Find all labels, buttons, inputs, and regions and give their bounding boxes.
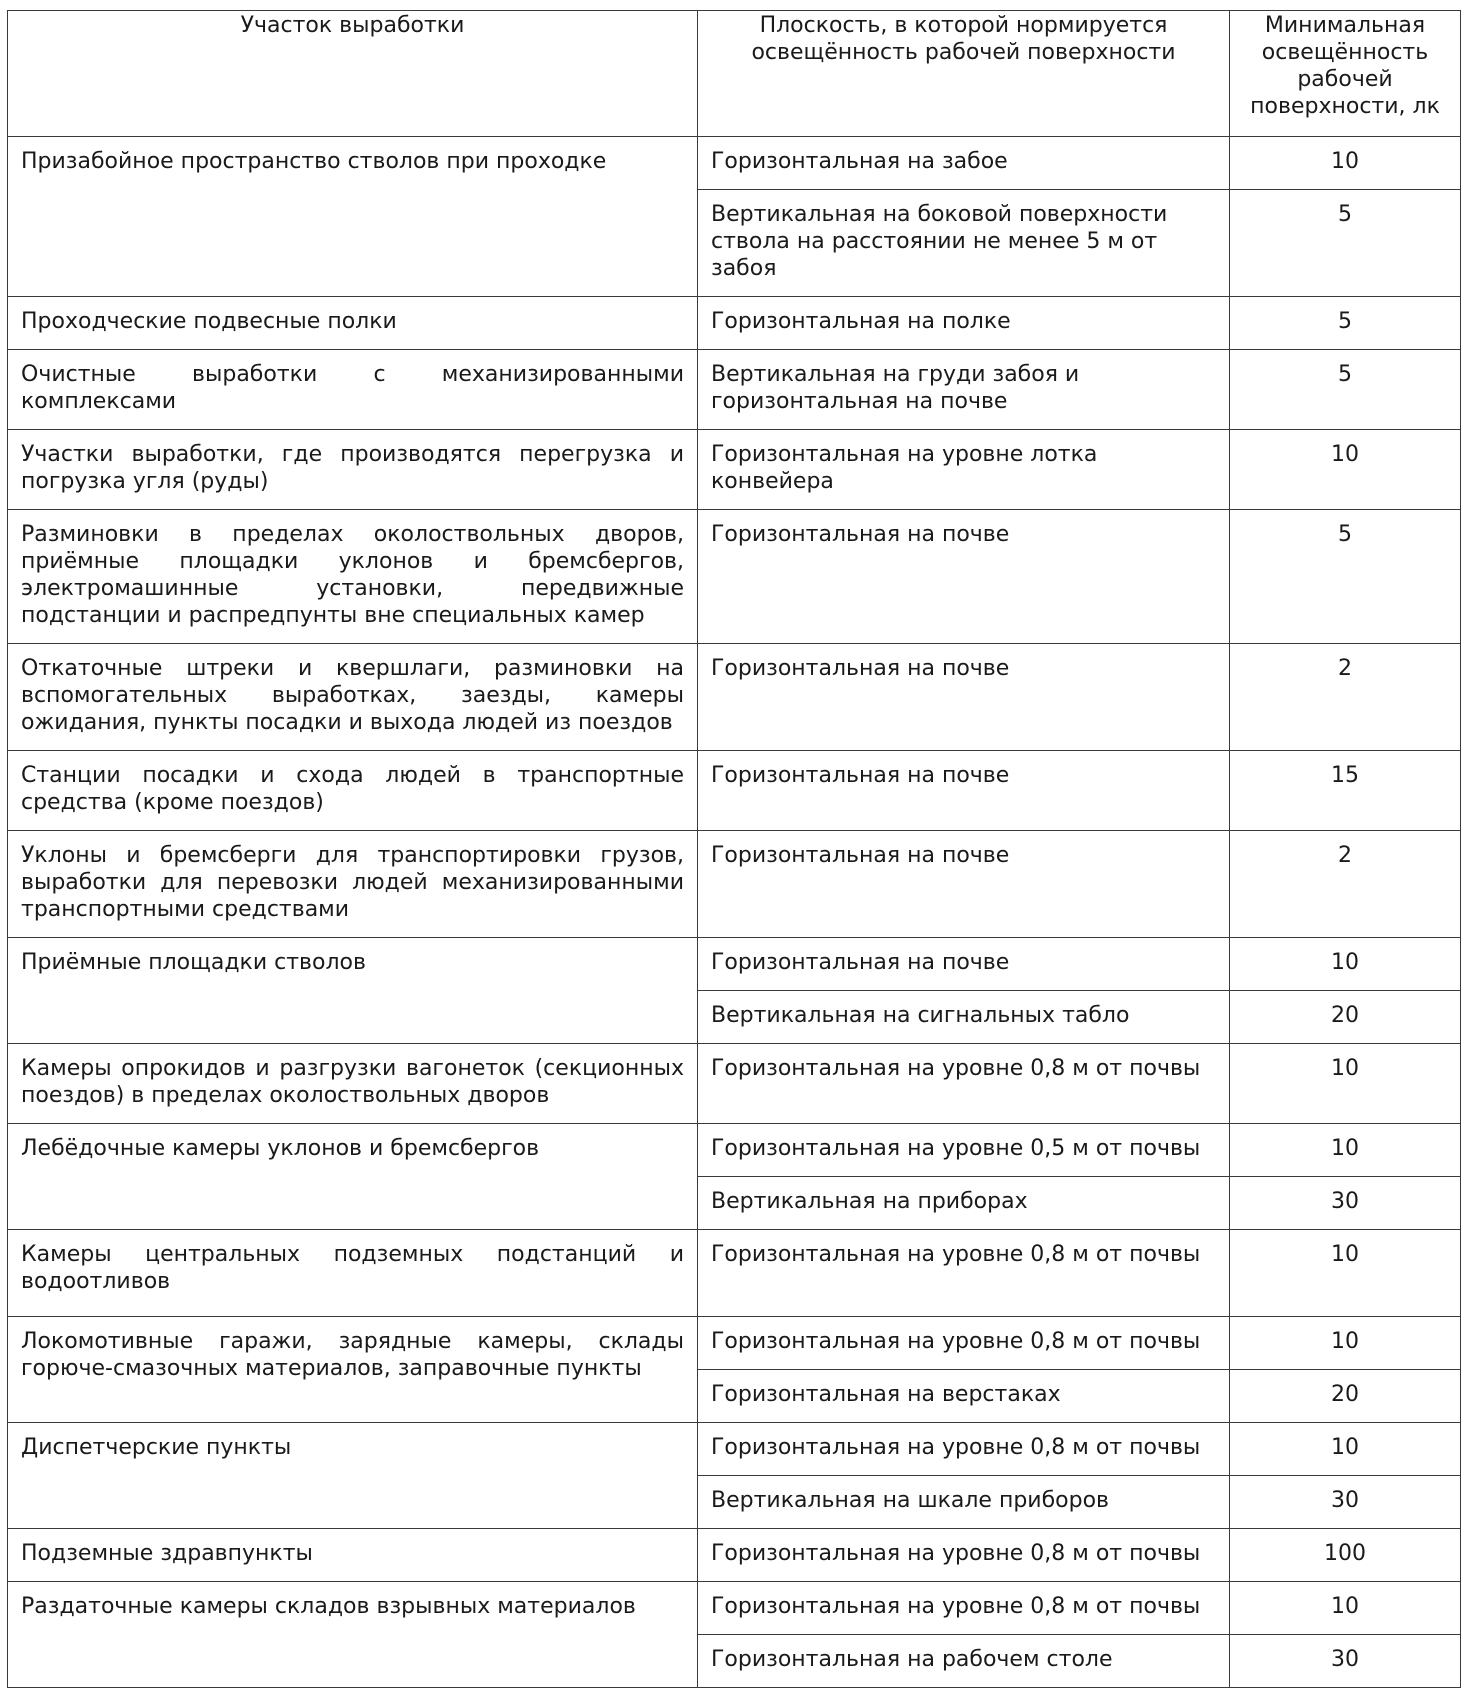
area-cell: Камеры опрокидов и разгрузки вагонеток (секционных поездов) в пределах околоствольных дворов [8,1044,698,1124]
area-cell: Камеры центральных подземных подстанций и водоотливов [8,1230,698,1317]
plane-cell: Горизонтальная на полке [698,297,1230,350]
area-cell: Участки выработки, где производятся перегрузка и погрузка угля (руды) [8,430,698,510]
lux-cell: 5 [1230,350,1461,430]
plane-cell: Вертикальная на боковой поверхности ствола на расстоянии не менее 5 м от забоя [698,190,1230,297]
table-row [8,137,1461,190]
lux-cell: 2 [1230,831,1461,938]
lux-cell: 10 [1230,1317,1461,1370]
lux-cell: 10 [1230,1423,1461,1476]
table-row [8,831,1461,938]
lux-cell: 10 [1230,137,1461,190]
table-row [8,430,1461,510]
lux-cell: 10 [1230,430,1461,510]
table-row [8,350,1461,430]
lux-cell: 10 [1230,938,1461,991]
plane-cell: Вертикальная на сигнальных табло [698,991,1230,1044]
lux-cell: 100 [1230,1529,1461,1582]
area-cell: Призабойное пространство стволов при проходке [8,137,698,297]
plane-cell: Горизонтальная на уровне 0,8 м от почвы [698,1582,1230,1635]
table-row [8,1124,1461,1177]
area-cell: Проходческие подвесные полки [8,297,698,350]
plane-cell: Горизонтальная на уровне 0,8 м от почвы [698,1423,1230,1476]
area-cell: Подземные здравпункты [8,1529,698,1582]
table-row [8,1529,1461,1582]
lux-cell: 10 [1230,1582,1461,1635]
area-cell: Станции посадки и схода людей в транспортные средства (кроме поездов) [8,751,698,831]
plane-cell: Горизонтальная на почве [698,831,1230,938]
plane-cell: Горизонтальная на почве [698,510,1230,644]
lux-cell: 15 [1230,751,1461,831]
illumination-norms-table [7,10,1461,1688]
lux-cell: 10 [1230,1124,1461,1177]
header-lux: Минимальная освещённость рабочей поверхности, лк [1230,11,1461,137]
area-cell: Разминовки в пределах околоствольных дворов, приёмные площадки уклонов и бремсбергов, электромашинные установки, передвижные подстанции и распредпунты вне специальных камер [8,510,698,644]
area-cell: Диспетчерские пункты [8,1423,698,1529]
area-cell: Уклоны и бремсберги для транспортировки грузов, выработки для перевозки людей механизированными транспортными средствами [8,831,698,938]
table-row [8,297,1461,350]
plane-cell: Горизонтальная на уровне 0,8 м от почвы [698,1044,1230,1124]
plane-cell: Горизонтальная на уровне 0,8 м от почвы [698,1317,1230,1370]
lux-cell: 30 [1230,1177,1461,1230]
table-row [8,1230,1461,1317]
plane-cell: Горизонтальная на почве [698,644,1230,751]
plane-cell: Вертикальная на приборах [698,1177,1230,1230]
plane-cell: Горизонтальная на забое [698,137,1230,190]
lux-cell: 5 [1230,297,1461,350]
lux-cell: 20 [1230,1370,1461,1423]
plane-cell: Горизонтальная на уровне 0,8 м от почвы [698,1529,1230,1582]
plane-cell: Горизонтальная на почве [698,751,1230,831]
table-body [8,137,1461,1688]
plane-cell: Горизонтальная на верстаках [698,1370,1230,1423]
plane-cell: Вертикальная на шкале приборов [698,1476,1230,1529]
lux-cell: 5 [1230,510,1461,644]
plane-cell: Вертикальная на груди забоя и горизонтальная на почве [698,350,1230,430]
plane-cell: Горизонтальная на уровне 0,8 м от почвы [698,1230,1230,1317]
header-row [8,11,1461,137]
area-cell: Локомотивные гаражи, зарядные камеры, склады горюче-смазочных материалов, заправочные пункты [8,1317,698,1423]
lux-cell: 5 [1230,190,1461,297]
lux-cell: 2 [1230,644,1461,751]
table-row [8,1582,1461,1635]
table-row [8,1423,1461,1476]
area-cell: Лебёдочные камеры уклонов и бремсбергов [8,1124,698,1230]
header-area: Участок выработки [8,11,698,137]
table-row [8,938,1461,991]
area-cell: Очистные выработки с механизированными комплексами [8,350,698,430]
lux-cell: 30 [1230,1476,1461,1529]
area-cell: Откаточные штреки и квершлаги, разминовки на вспомогательных выработках, заезды, камеры ожидания, пункты посадки и выхода людей из поездов [8,644,698,751]
table-row [8,644,1461,751]
lux-cell: 10 [1230,1230,1461,1317]
area-cell: Раздаточные камеры складов взрывных материалов [8,1582,698,1688]
table-row [8,751,1461,831]
area-cell: Приёмные площадки стволов [8,938,698,1044]
table-row [8,1044,1461,1124]
header-plane: Плоскость, в которой нормируется освещённость рабочей поверхности [698,11,1230,137]
lux-cell: 30 [1230,1635,1461,1688]
plane-cell: Горизонтальная на рабочем столе [698,1635,1230,1688]
lux-cell: 10 [1230,1044,1461,1124]
table-row [8,510,1461,644]
table-row [8,1317,1461,1370]
plane-cell: Горизонтальная на почве [698,938,1230,991]
lux-cell: 20 [1230,991,1461,1044]
plane-cell: Горизонтальная на уровне 0,5 м от почвы [698,1124,1230,1177]
plane-cell: Горизонтальная на уровне лотка конвейера [698,430,1230,510]
